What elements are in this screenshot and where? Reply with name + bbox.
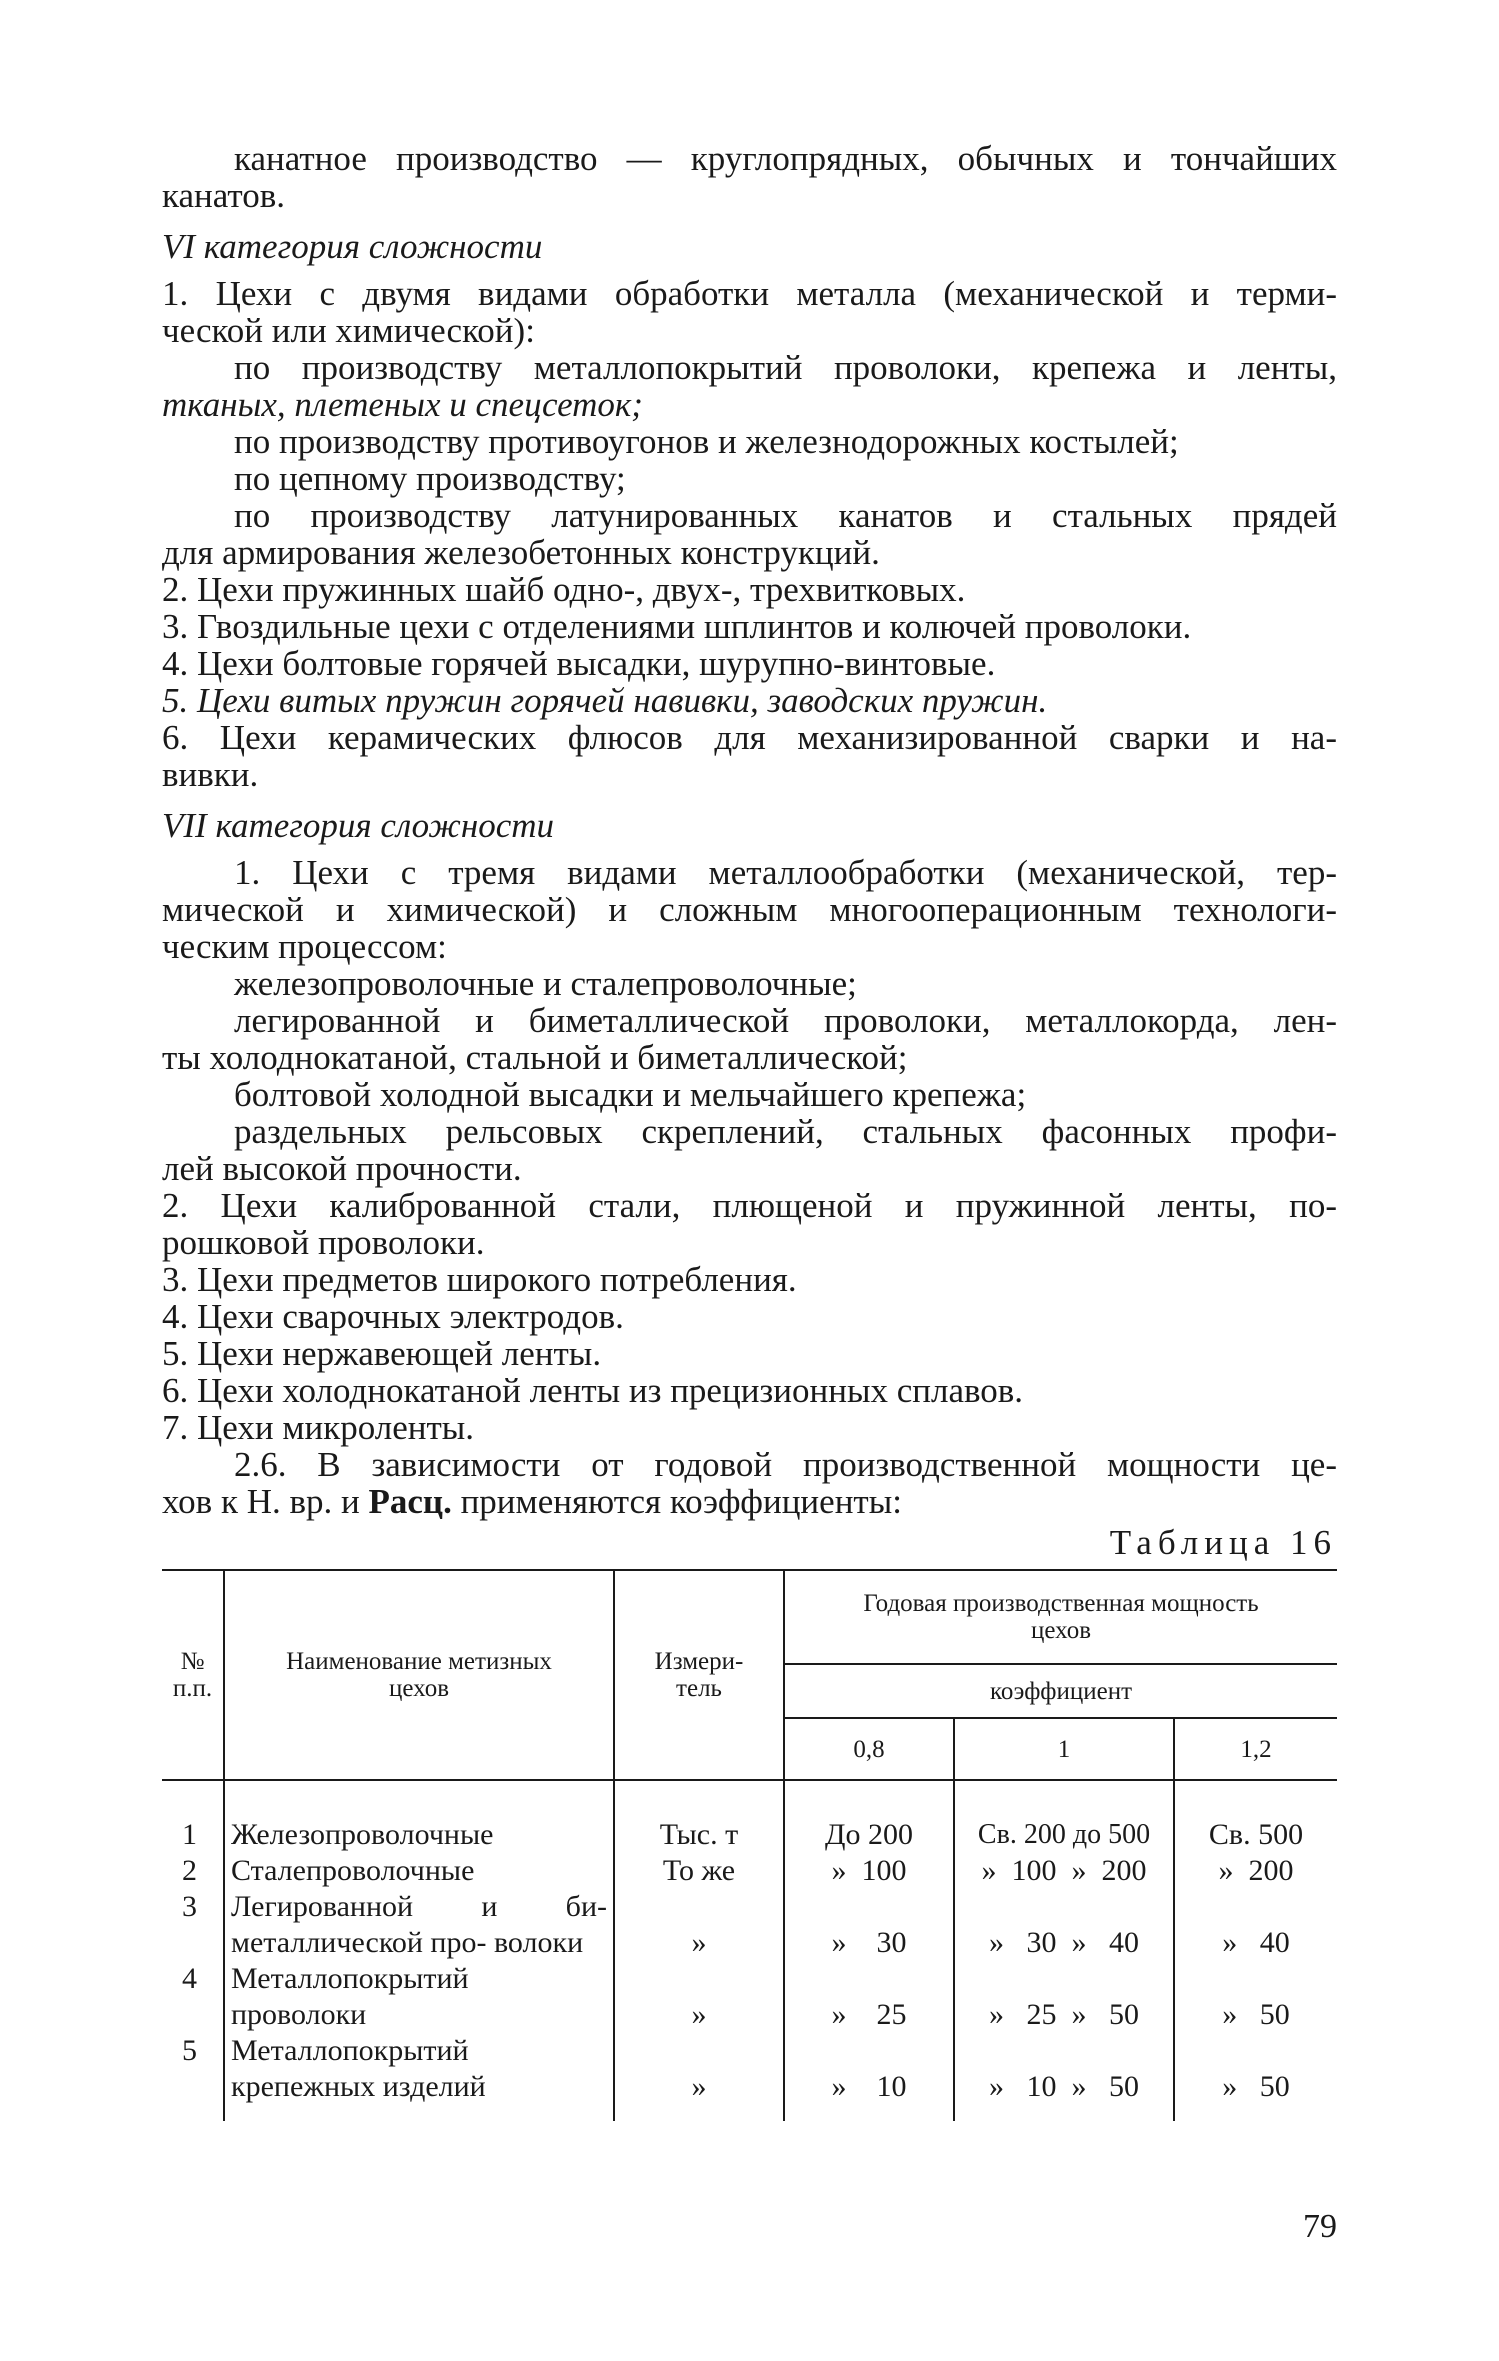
cat7-sub2-line1: легированной и биметаллической проволоки, металлокорда, лен- (234, 1001, 1337, 1040)
cat6-sub4-line1: по производству латунированных канатов и стальных прядей (234, 496, 1337, 535)
table-16 (162, 1569, 1337, 2121)
header-coef-0-8: 0,8 (784, 1718, 954, 1780)
cat7-sub2-line2: ты холоднокатаной, стальной и биметаллической; (162, 1038, 908, 1077)
row-coef-1-2: » 50 (1174, 1961, 1337, 2033)
row-unit: Тыс. т (614, 1780, 784, 1853)
row-num: 3 (182, 1890, 197, 1923)
page-content (162, 140, 1337, 2121)
cat6-sub4-line2: для армирования железобетонных конструкций. (162, 533, 880, 572)
row-coef-1-2: » 50 (1174, 2033, 1337, 2121)
intro-line-2: канатов. (162, 176, 285, 215)
row-num: 5 (182, 2034, 197, 2067)
row-coef-1-2: » 200 (1174, 1853, 1337, 1889)
cat6-sub2: по производству противоугонов и железнодорожных костылей; (234, 422, 1179, 461)
header-coef-1-2: 1,2 (1174, 1718, 1337, 1780)
cat7-item3: 3. Цехи предметов широкого потребления. (162, 1260, 797, 1299)
cat6-item1-line2: ческой или химической): (162, 311, 535, 350)
row-num: 1 (182, 1818, 197, 1851)
clause-2-6-text-a: хов к Н. вр. и (162, 1482, 369, 1521)
row-coef-1: Св. 200 до 500 (954, 1780, 1174, 1853)
row-coef-0-8: » 10 (784, 2033, 954, 2121)
row-coef-1-2: » 40 (1174, 1889, 1337, 1961)
cat7-sub1: железопроволочные и сталепроволочные; (234, 964, 857, 1003)
table-caption: Таблица 16 (1109, 1523, 1337, 1562)
clause-2-6-line2 (162, 1483, 1337, 1520)
cat6-item3: 3. Гвоздильные цехи с отделениями шплинтов и колючей проволоки. (162, 607, 1192, 646)
row-name: Легированной и би- металлической про- волоки (224, 1889, 614, 1961)
category-7-heading: VII категория сложности (162, 806, 555, 845)
cat7-item7: 7. Цехи микроленты. (162, 1408, 475, 1447)
cat7-item2-line2: рошковой проволоки. (162, 1223, 485, 1262)
cat6-item5: 5. Цехи витых пружин горячей навивки, заводских пружин. (162, 681, 1048, 720)
header-coefficient: коэффициент (784, 1664, 1337, 1718)
cat7-item4: 4. Цехи сварочных электродов. (162, 1297, 624, 1336)
row-name: Металлопокрытий проволоки (224, 1961, 614, 2033)
table-row (162, 1853, 1337, 1889)
cat6-item6-line1: 6. Цехи керамических флюсов для механизированной сварки и на- (162, 718, 1337, 757)
row-unit: То же (614, 1853, 784, 1889)
category-6-heading: VI категория сложности (162, 227, 543, 266)
clause-2-6-line1: 2.6. В зависимости от годовой производственной мощности це- (234, 1445, 1337, 1484)
cat7-item1-line1: 1. Цехи с тремя видами металлообработки (механической, тер- (234, 853, 1337, 892)
table-row (162, 1961, 1337, 2033)
cat6-sub1-line2: тканых, плетеных и спецсеток; (162, 385, 643, 424)
row-coef-0-8: » 25 (784, 1961, 954, 2033)
cat7-item1-line3: ческим процессом: (162, 927, 447, 966)
clause-2-6-text-b: применяются коэффициенты: (451, 1482, 902, 1521)
intro-line-1: канатное производство — круглопрядных, обычных и тончайших (234, 139, 1337, 178)
row-coef-0-8: До 200 (784, 1780, 954, 1853)
cat6-sub1-line1: по производству металлопокрытий проволоки, крепежа и ленты, (234, 348, 1337, 387)
row-coef-1: » 10 » 50 (954, 2033, 1174, 2121)
cat6-item2: 2. Цехи пружинных шайб одно-, двух-, трехвитковых. (162, 570, 966, 609)
row-coef-1: » 25 » 50 (954, 1961, 1174, 2033)
cat7-sub3: болтовой холодной высадки и мельчайшего крепежа; (234, 1075, 1027, 1114)
cat7-item1-line2: мической и химической) и сложным многооперационным технологи- (162, 890, 1337, 929)
cat6-item4: 4. Цехи болтовые горячей высадки, шурупно-винтовые. (162, 644, 996, 683)
cat7-sub4-line1: раздельных рельсовых скреплений, стальных фасонных профи- (234, 1112, 1337, 1151)
row-coef-1: » 100 » 200 (954, 1853, 1174, 1889)
cat7-item2-line1: 2. Цехи калиброванной стали, плющеной и пружинной ленты, по- (162, 1186, 1337, 1225)
cat6-item6-line2: вивки. (162, 755, 259, 794)
row-num: 2 (182, 1854, 197, 1887)
row-unit: » (614, 2033, 784, 2121)
cat6-sub3: по цепному производству; (234, 459, 626, 498)
page-number: 79 (1303, 2208, 1337, 2245)
row-coef-1: » 30 » 40 (954, 1889, 1174, 1961)
table-row (162, 2033, 1337, 2121)
cat6-item1-line1: 1. Цехи с двумя видами обработки металла (механической и терми- (162, 274, 1337, 313)
row-coef-0-8: » 100 (784, 1853, 954, 1889)
row-name: Металлопокрытий крепежных изделий (224, 2033, 614, 2121)
header-coef-1: 1 (954, 1718, 1174, 1780)
row-unit: » (614, 1961, 784, 2033)
table-row (162, 1889, 1337, 1961)
row-coef-0-8: » 30 (784, 1889, 954, 1961)
cat7-item5: 5. Цехи нержавеющей ленты. (162, 1334, 602, 1373)
header-name: Наименование метизных цехов (224, 1570, 614, 1780)
header-capacity: Годовая производственная мощность цехов (784, 1570, 1337, 1664)
table-row (162, 1780, 1337, 1853)
row-unit: » (614, 1889, 784, 1961)
cat7-sub4-line2: лей высокой прочности. (162, 1149, 522, 1188)
header-unit: Измери- тель (614, 1570, 784, 1780)
row-name: Железопроволочные (224, 1780, 614, 1853)
row-num: 4 (182, 1962, 197, 1995)
header-num: № п.п. (162, 1570, 224, 1780)
clause-2-6-bold: Расц. (368, 1482, 452, 1521)
row-name: Сталепроволочные (224, 1853, 614, 1889)
row-coef-1-2: Св. 500 (1174, 1780, 1337, 1853)
cat7-item6: 6. Цехи холоднокатаной ленты из прецизионных сплавов. (162, 1371, 1024, 1410)
